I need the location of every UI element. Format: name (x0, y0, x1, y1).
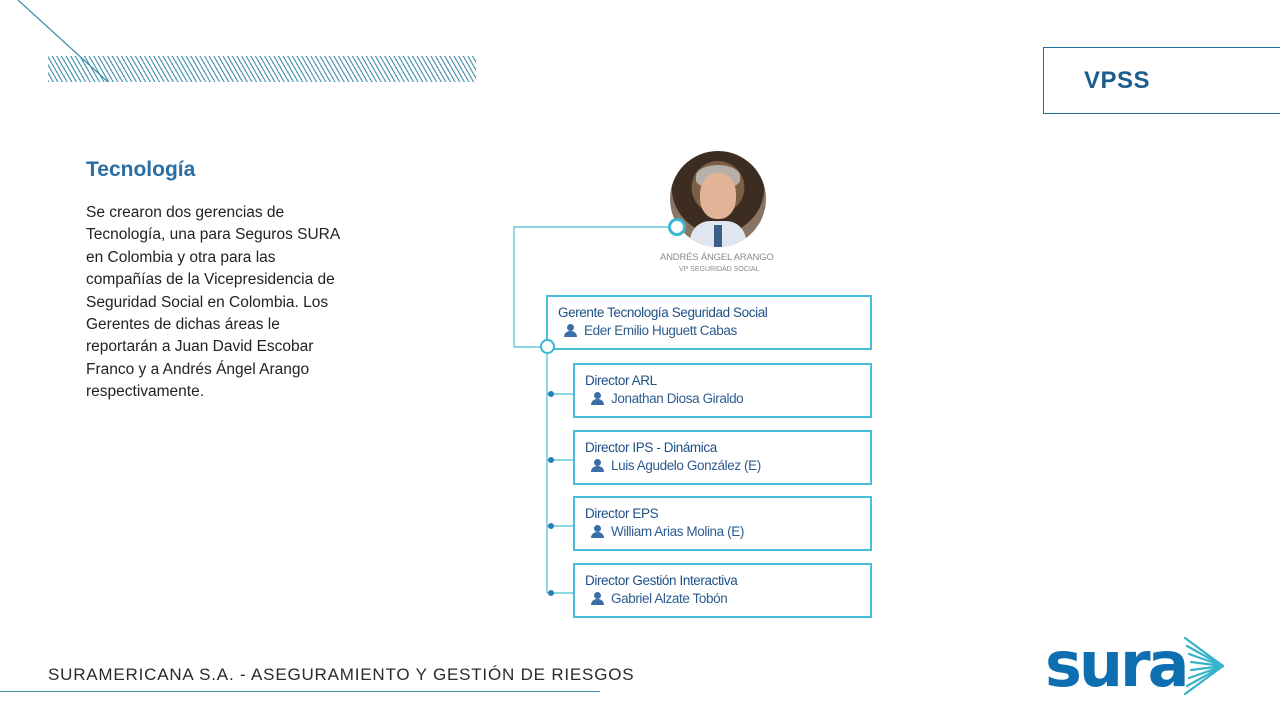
director-name: Jonathan Diosa Giraldo (611, 391, 744, 406)
head-role: VP SEGURIDAD SOCIAL (679, 266, 760, 273)
logo-wordmark: sura (1045, 628, 1187, 701)
director-box-ips (573, 430, 872, 485)
director-title: Director EPS (585, 506, 659, 521)
section-title: Tecnología (86, 158, 196, 181)
connector-dot (548, 523, 554, 529)
footer-divider (0, 691, 600, 692)
wing-icon (1183, 636, 1228, 696)
person-icon (591, 592, 604, 605)
section-tag-label: VPSS (1084, 66, 1151, 94)
head-node-ring (668, 218, 686, 236)
connector-dot (548, 590, 554, 596)
manager-node-ring (540, 339, 555, 354)
section-tag (1043, 47, 1280, 114)
connector-dot (548, 457, 554, 463)
decorative-hatch-band (48, 56, 476, 82)
director-title: Director ARL (585, 373, 657, 388)
connector-dot (548, 391, 554, 397)
section-body: Se crearon dos gerencias de Tecnología, una para Seguros SURA en Colombia y otra para las compañías de la Vicepresidencia de Seguridad Social en Colombia. Los Gerentes de dichas áreas le reportarán a Juan David Escobar Franco y a Andrés Ángel Arango respectivamente. (86, 204, 340, 401)
manager-name: Eder Emilio Huguett Cabas (584, 323, 737, 338)
sura-logo (1045, 628, 1230, 701)
org-chart (500, 145, 880, 625)
footer-company: SURAMERICANA S.A. - ASEGURAMIENTO Y GESTIÓN DE RIESGOS (48, 665, 635, 684)
director-name: Gabriel Alzate Tobón (611, 591, 728, 606)
director-box-arl (573, 363, 872, 418)
person-icon (591, 459, 604, 472)
director-title: Director IPS - Dinámica (585, 440, 717, 455)
director-name: William Arias Molina (E) (611, 524, 744, 539)
director-name: Luis Agudelo González (E) (611, 458, 761, 473)
director-box-gestion (573, 563, 872, 618)
head-name: ANDRÉS ÁNGEL ARANGO (660, 252, 774, 263)
person-icon (591, 392, 604, 405)
director-box-eps (573, 496, 872, 551)
person-icon (564, 324, 577, 337)
person-icon (591, 525, 604, 538)
manager-box (546, 295, 872, 350)
director-title: Director Gestión Interactiva (585, 573, 738, 588)
head-photo (670, 151, 766, 247)
manager-title: Gerente Tecnología Seguridad Social (558, 305, 768, 320)
